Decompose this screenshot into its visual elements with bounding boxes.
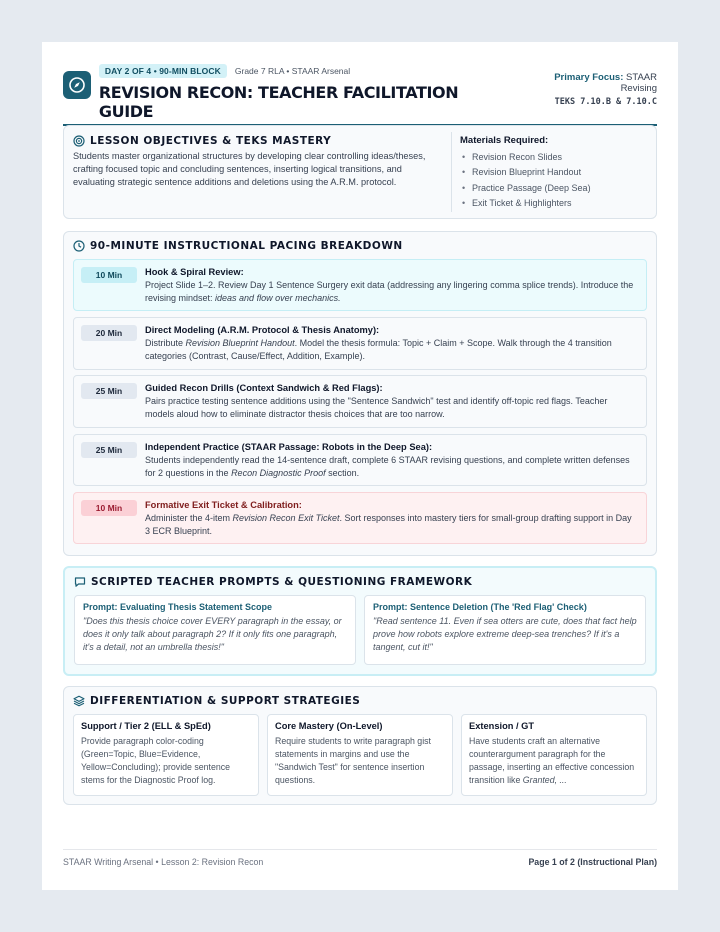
strategy-card [461,714,647,796]
time-badge: 10 Min [81,267,137,283]
layers-icon [73,695,85,707]
step-title: Hook & Spiral Review: [145,267,244,277]
step-body: Students independently read the 14-sentence draft, complete 6 STAAR revising questions, and complete written defenses for 2 questions in the Recon Diagnostic Proof section. [145,454,630,478]
strategy-title: Extension / GT [469,721,535,731]
objectives-card [63,125,657,219]
day-badge: DAY 2 OF 4 • 90-MIN BLOCK [99,64,227,78]
list-item: • Practice Passage (Deep Sea) [460,181,591,196]
prompt-quote: "Does this thesis choice cover EVERY paragraph in the essay, or does it only talk about paragraph 2? If it only fits one paragraph, it's a detail, not an umbrella thesis!" [83,616,342,652]
compass-icon [63,71,91,99]
step-body: Project Slide 1–2. Review Day 1 Sentence Surgery exit data (addressing any lingering comma splice trends). Introduce the revising mindset: ideas and flow over mechanics. [145,280,634,303]
differentiation-card [63,686,657,805]
strategy-title: Support / Tier 2 (ELL & SpEd) [81,721,211,731]
pacing-row [73,317,647,369]
step-title: Formative Exit Ticket & Calibration: [145,499,302,510]
strategy-card [267,714,453,796]
target-icon [73,135,85,147]
prompts-heading: SCRIPTED TEACHER PROMPTS & QUESTIONING FRAMEWORK [74,576,646,588]
strategy-text: Provide paragraph color-coding (Green=Topic, Blue=Evidence, Yellow=Concluding); provide sentence stems for the Diagnostic Proof log. [81,736,231,785]
time-badge: 25 Min [81,442,137,458]
strategy-card [73,714,259,796]
prompt-title: Prompt: Sentence Deletion (The 'Red Flag' Check) [373,602,587,612]
pacing-row [73,492,647,544]
teks-code: TEKS 7.10.B & 7.10.C [554,97,657,107]
pacing-row [73,375,647,427]
page-header [63,68,657,126]
list-item: • Revision Blueprint Handout [460,165,591,180]
page-number: Page 1 of 2 (Instructional Plan) [528,857,657,867]
prompt-quote: "Read sentence 11. Even if sea otters are cute, does that fact help prove how robots explore extreme deep-sea trenches? If it's a tangent, cut it!" [373,616,637,652]
guide-page [42,42,678,890]
step-title: Guided Recon Drills (Context Sandwich & Red Flags): [145,383,383,394]
grade-label: Grade 7 RLA • STAAR Arsenal [234,66,351,76]
objectives-heading: LESSON OBJECTIVES & TEKS MASTERY [73,135,442,147]
strategy-text: Have students craft an alternative counterargument paragraph for the passage, inserting an effective concession transition like Granted, ... [469,736,635,785]
page-title: REVISION RECON: TEACHER FACILITATION GUIDE [98,83,459,121]
prompt-card [74,595,356,665]
time-badge: 25 Min [81,383,137,399]
step-body: Administer the 4-item Revision Recon Exit Ticket. Sort responses into mastery tiers for small-group drafting support in Day 3 ECR Blueprint. [145,512,632,536]
clock-icon [73,240,85,252]
differentiation-heading: DIFFERENTIATION & SUPPORT STRATEGIES [73,695,647,707]
strategy-title: Core Mastery (On-Level) [275,721,383,731]
step-body: Pairs practice testing sentence additions using the "Sentence Sandwich" test and identify off-topic red flags. Teacher models aloud how to eliminate distractor thesis choices that are too narrow. [145,396,608,420]
step-title: Independent Practice (STAAR Passage: Robots in the Deep Sea): [145,441,433,452]
page-footer [63,849,657,867]
step-title: Direct Modeling (A.R.M. Protocol & Thesis Anatomy): [145,325,380,336]
primary-focus: Primary Focus: STAAR Revising [554,72,657,94]
pacing-heading: 90-MINUTE INSTRUCTIONAL PACING BREAKDOWN [73,240,647,252]
pacing-card [63,231,657,556]
footer-left: STAAR Writing Arsenal • Lesson 2: Revision Recon [63,857,264,867]
materials-list [460,150,591,211]
list-item: • Exit Ticket & Highlighters [460,196,591,211]
list-item: • Revision Recon Slides [460,150,591,165]
chat-icon [74,576,86,588]
time-badge: 10 Min [81,500,137,516]
strategy-text: Require students to write paragraph gist statements in margins and use the "Sandwich Test" for sentence insertion questions. [275,736,431,785]
pacing-row [73,259,647,311]
prompt-card [364,595,646,665]
prompts-card [63,566,657,676]
prompt-title: Prompt: Evaluating Thesis Statement Scope [83,602,273,612]
step-body: Distribute Revision Blueprint Handout. Model the thesis formula: Topic + Claim + Scope. Walk through the 4 transition categories (Contrast, Cause/Effect, Addition, Example). [145,338,612,362]
materials-title: Materials Required: [460,135,549,146]
pacing-row [73,434,647,486]
time-badge: 20 Min [81,325,137,341]
objectives-text: Students master organizational structures by developing clear controlling ideas/theses, crafting focused topic and concluding sentences, inserting logical transitions, and evaluating strategic sentence additions and deletions using the A.R.M. protocol. [73,151,426,187]
